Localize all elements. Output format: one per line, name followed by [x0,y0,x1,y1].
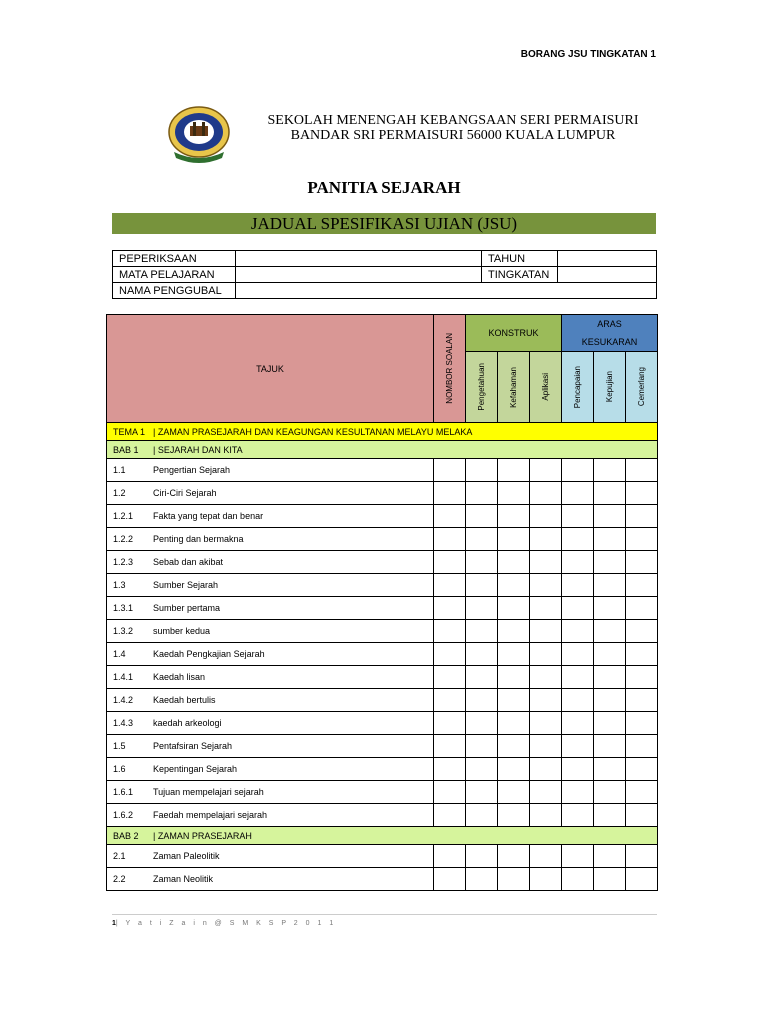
entry-cell[interactable] [498,551,530,574]
form-reference: BORANG JSU TINGKATAN 1 [520,49,656,60]
entry-cell[interactable] [594,666,626,689]
entry-cell[interactable] [434,735,466,758]
entry-cell[interactable] [498,666,530,689]
mata-pelajaran-label: MATA PELAJARAN [113,267,236,283]
entry-cell[interactable] [530,620,562,643]
footer [112,920,336,927]
exam-info-table [112,250,657,299]
entry-cell[interactable] [562,505,594,528]
topic-code: 1.4 [113,649,126,659]
entry-cell[interactable] [562,781,594,804]
konstruk-col-kefahaman [498,352,530,423]
table-row [107,666,658,689]
entry-cell[interactable] [498,781,530,804]
topic-title: Sumber pertama [153,603,221,613]
entry-cell[interactable] [498,574,530,597]
pencapaian-label: Pencapaian [573,365,583,409]
entry-cell[interactable] [434,845,466,868]
entry-cell[interactable] [498,528,530,551]
entry-cell[interactable] [562,712,594,735]
topic-title: Penting dan bermakna [153,534,244,544]
page-number: 1 [112,920,116,927]
entry-cell[interactable] [562,528,594,551]
entry-cell[interactable] [466,804,498,827]
topic-title: Pentafsiran Sejarah [153,741,233,751]
entry-cell[interactable] [626,597,658,620]
jsu-banner: JADUAL SPESIFIKASI UJIAN (JSU) [112,213,656,234]
table-row [107,735,658,758]
entry-cell[interactable] [498,804,530,827]
topic-code: 1.3.1 [113,603,134,613]
entry-cell[interactable] [466,551,498,574]
entry-cell[interactable] [626,620,658,643]
entry-cell[interactable] [562,804,594,827]
topic-code: 2.2 [113,874,126,884]
entry-cell[interactable] [498,597,530,620]
entry-cell[interactable] [466,505,498,528]
topic-code: 1.2.2 [113,534,134,544]
entry-cell[interactable] [626,804,658,827]
entry-cell[interactable] [466,666,498,689]
pengetahuan-label: Pengetahuan [477,363,486,411]
tahun-label: TAHUN [482,251,558,267]
entry-cell[interactable] [434,551,466,574]
entry-cell[interactable] [498,505,530,528]
table-row [107,758,658,781]
aplikasi-label: Aplikasi [541,373,550,401]
topic-title: Kaedah lisan [153,672,206,682]
entry-cell[interactable] [626,574,658,597]
konstruk-col-aplikasi [530,352,562,423]
kesukaran-label: KESUKARAN [581,337,638,347]
entry-cell[interactable] [466,845,498,868]
entry-cell[interactable] [466,758,498,781]
nombor-soalan-header [434,315,466,423]
nama-penggubal-label: NAMA PENGGUBAL [113,283,236,299]
entry-cell[interactable] [530,459,562,482]
entry-cell[interactable] [434,528,466,551]
entry-cell[interactable] [626,551,658,574]
aras-col-pencapaian [562,352,594,423]
entry-cell[interactable] [626,505,658,528]
entry-cell[interactable] [562,620,594,643]
entry-cell[interactable] [434,620,466,643]
entry-cell[interactable] [434,597,466,620]
entry-cell[interactable] [626,528,658,551]
table-row [107,459,658,482]
entry-cell[interactable] [562,845,594,868]
entry-cell[interactable] [498,712,530,735]
entry-cell[interactable] [530,781,562,804]
entry-cell[interactable] [594,505,626,528]
entry-cell[interactable] [626,868,658,891]
entry-cell[interactable] [434,689,466,712]
school-crest-logo [166,104,232,164]
topic-code: 1.1 [113,465,126,475]
entry-cell[interactable] [530,845,562,868]
entry-cell[interactable] [594,758,626,781]
school-name [240,113,666,143]
entry-cell[interactable] [530,735,562,758]
topic-code: 1.6.1 [113,787,134,797]
topic-code: 1.5 [113,741,126,751]
aras-col-cemerlang [626,352,658,423]
entry-cell[interactable] [498,868,530,891]
topic-title: Kepentingan Sejarah [153,764,238,774]
entry-cell[interactable] [626,643,658,666]
entry-cell[interactable] [434,505,466,528]
entry-cell[interactable] [562,482,594,505]
tema-row [107,423,658,441]
topic-title: Kaedah bertulis [153,695,216,705]
table-row [107,689,658,712]
topic-code: 1.6.2 [113,810,134,820]
entry-cell[interactable] [626,689,658,712]
table-row [107,482,658,505]
table-row [107,574,658,597]
entry-cell[interactable] [562,735,594,758]
tingkatan-label: TINGKATAN [482,267,558,283]
topic-code: 1.2.1 [113,511,134,521]
entry-cell[interactable] [530,868,562,891]
jsu-table [106,314,658,891]
entry-cell[interactable] [562,551,594,574]
entry-cell[interactable] [626,666,658,689]
topic-code: 1.2.3 [113,557,134,567]
table-row [107,597,658,620]
entry-cell[interactable] [562,689,594,712]
entry-cell[interactable] [594,735,626,758]
entry-cell[interactable] [530,528,562,551]
entry-cell[interactable] [562,868,594,891]
entry-cell[interactable] [530,505,562,528]
topic-code: 1.4.1 [113,672,134,682]
entry-cell[interactable] [594,689,626,712]
konstruk-header: KONSTRUK [466,315,562,352]
school-address-line2: BANDAR SRI PERMAISURI 56000 KUALA LUMPUR [290,128,616,143]
bab-code: BAB 2 [113,830,139,841]
entry-cell[interactable] [530,643,562,666]
entry-cell[interactable] [626,758,658,781]
entry-cell[interactable] [626,459,658,482]
entry-cell[interactable] [466,735,498,758]
entry-cell[interactable] [466,868,498,891]
entry-cell[interactable] [466,459,498,482]
entry-cell[interactable] [434,868,466,891]
peperiksaan-value[interactable] [236,251,482,267]
topic-code: 1.4.2 [113,695,134,705]
entry-cell[interactable] [498,643,530,666]
entry-cell[interactable] [466,643,498,666]
topic-title: Ciri-Ciri Sejarah [153,488,217,498]
entry-cell[interactable] [466,597,498,620]
footer-credit: | Y a t i Z a i n @ S M K S P 2 0 1 1 [115,920,337,927]
entry-cell[interactable] [530,666,562,689]
panitia-title: PANITIA SEJARAH [307,178,461,197]
entry-cell[interactable] [434,758,466,781]
entry-cell[interactable] [626,712,658,735]
entry-cell[interactable] [562,574,594,597]
entry-cell[interactable] [530,482,562,505]
entry-cell[interactable] [626,781,658,804]
entry-cell[interactable] [594,482,626,505]
footer-divider [112,914,657,915]
topic-title: Sumber Sejarah [153,580,219,590]
kepujian-label: Kepujian [605,371,615,403]
entry-cell[interactable] [498,620,530,643]
entry-cell[interactable] [434,482,466,505]
entry-cell[interactable] [562,597,594,620]
table-row [107,528,658,551]
entry-cell[interactable] [434,574,466,597]
topic-title: Faedah mempelajari sejarah [153,810,268,820]
entry-cell[interactable] [562,758,594,781]
topic-title: Sebab dan akibat [153,557,224,567]
table-row [107,620,658,643]
tema-code: TEMA 1 [113,426,146,437]
entry-cell[interactable] [530,712,562,735]
aras-col-kepujian [594,352,626,423]
table-row [107,781,658,804]
entry-cell[interactable] [594,845,626,868]
school-name-line1: SEKOLAH MENENGAH KEBANGSAAN SERI PERMAISURI [267,113,639,128]
bab-row [107,441,658,459]
entry-cell[interactable] [562,666,594,689]
bab-code: BAB 1 [113,444,139,455]
entry-cell[interactable] [626,735,658,758]
topic-code: 1.4.3 [113,718,134,728]
mata-pelajaran-value[interactable] [236,267,482,283]
peperiksaan-label: PEPERIKSAAN [113,251,236,267]
entry-cell[interactable] [562,459,594,482]
konstruk-col-pengetahuan [466,352,498,423]
entry-cell[interactable] [498,482,530,505]
entry-cell[interactable] [530,551,562,574]
topic-title: Zaman Neolitik [153,874,214,884]
topic-title: kaedah arkeologi [153,718,222,728]
entry-cell[interactable] [594,574,626,597]
table-row [107,712,658,735]
entry-cell[interactable] [498,735,530,758]
table-row [107,551,658,574]
topic-code: 1.3.2 [113,626,134,636]
entry-cell[interactable] [530,804,562,827]
entry-cell[interactable] [466,482,498,505]
entry-cell[interactable] [594,597,626,620]
aras-kesukaran-header [562,315,658,352]
tajuk-header: TAJUK [107,315,434,423]
entry-cell[interactable] [594,804,626,827]
bab-title: | ZAMAN PRASEJARAH [153,830,252,841]
entry-cell[interactable] [594,712,626,735]
tema-title: | ZAMAN PRASEJARAH DAN KEAGUNGAN KESULTANAN MELAYU MELAKA [153,426,473,437]
entry-cell[interactable] [466,712,498,735]
entry-cell[interactable] [434,804,466,827]
entry-cell[interactable] [562,643,594,666]
entry-cell[interactable] [498,758,530,781]
entry-cell[interactable] [594,620,626,643]
entry-cell[interactable] [466,689,498,712]
cemerlang-label: Cemerlang [637,367,647,407]
entry-cell[interactable] [594,643,626,666]
topic-code: 2.1 [113,851,126,861]
nama-penggubal-value[interactable] [236,283,657,299]
topic-title: Fakta yang tepat dan benar [153,511,264,521]
entry-cell[interactable] [530,689,562,712]
topic-code: 1.2 [113,488,126,498]
topic-code: 1.3 [113,580,126,590]
entry-cell[interactable] [434,459,466,482]
entry-cell[interactable] [434,666,466,689]
entry-cell[interactable] [434,643,466,666]
table-row [107,505,658,528]
table-row [107,804,658,827]
entry-cell[interactable] [594,459,626,482]
entry-cell[interactable] [530,574,562,597]
bab-row [107,827,658,845]
entry-cell[interactable] [626,482,658,505]
entry-cell[interactable] [594,551,626,574]
entry-cell[interactable] [530,597,562,620]
entry-cell[interactable] [498,845,530,868]
topic-title: Kaedah Pengkajian Sejarah [153,649,265,659]
entry-cell[interactable] [498,459,530,482]
tingkatan-value[interactable] [558,267,657,283]
entry-cell[interactable] [530,758,562,781]
entry-cell[interactable] [626,845,658,868]
table-row [107,643,658,666]
entry-cell[interactable] [498,689,530,712]
bab-title: | SEJARAH DAN KITA [153,444,243,455]
topic-title: sumber kedua [153,626,211,636]
table-row [107,845,658,868]
entry-cell[interactable] [594,868,626,891]
tahun-value[interactable] [558,251,657,267]
topic-title: Zaman Paleolitik [153,851,220,861]
aras-label: ARAS [597,319,622,329]
entry-cell[interactable] [466,620,498,643]
entry-cell[interactable] [594,781,626,804]
kefahaman-label: Kefahaman [509,366,518,408]
entry-cell[interactable] [594,528,626,551]
entry-cell[interactable] [466,528,498,551]
entry-cell[interactable] [434,712,466,735]
entry-cell[interactable] [434,781,466,804]
topic-title: Pengertian Sejarah [153,465,231,475]
table-row [107,868,658,891]
entry-cell[interactable] [466,574,498,597]
nombor-soalan-label: NOMBOR SOALAN [445,333,454,404]
entry-cell[interactable] [466,781,498,804]
topic-code: 1.6 [113,764,126,774]
topic-title: Tujuan mempelajari sejarah [153,787,264,797]
